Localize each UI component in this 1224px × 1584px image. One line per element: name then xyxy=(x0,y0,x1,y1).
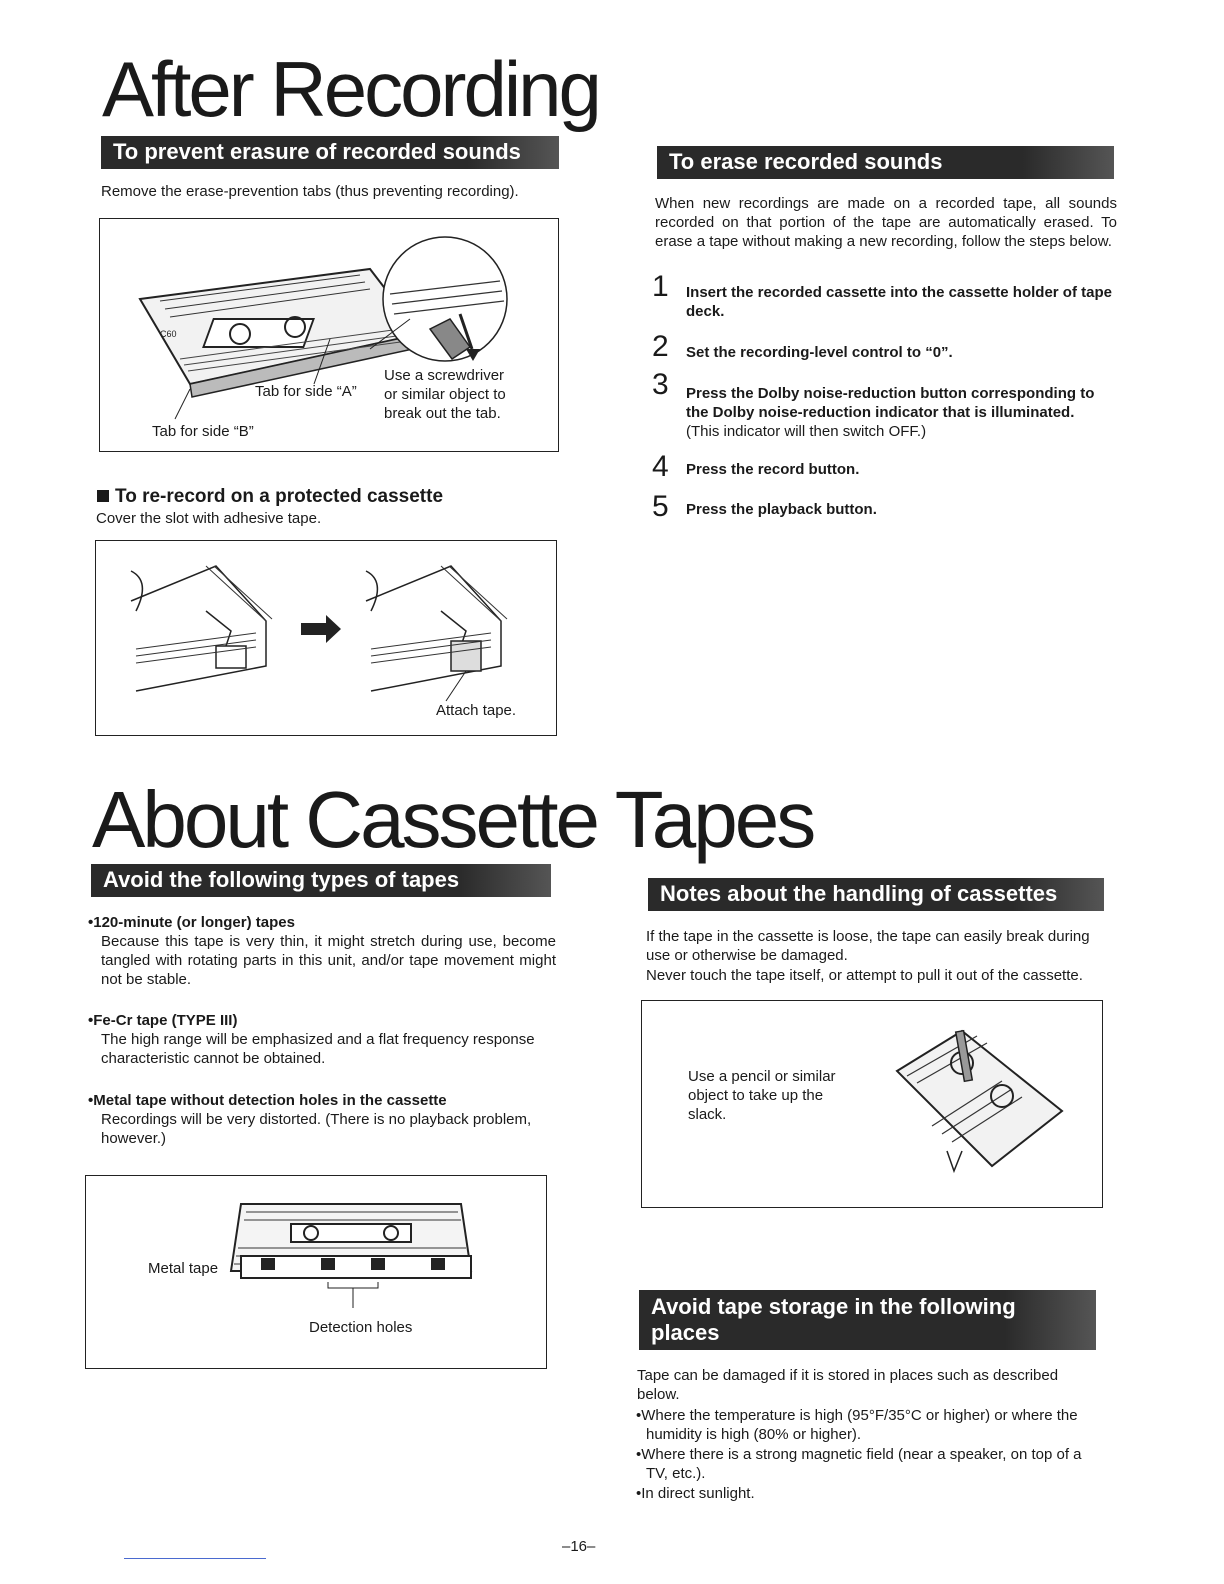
storage-intro: Tape can be damaged if it is stored in places such as described below. xyxy=(637,1367,1059,1403)
tab-b-label: Tab for side “B” xyxy=(152,423,254,440)
step-text: Press the record button. xyxy=(686,461,860,478)
step-text: Press the Dolby noise-reduction button corresponding to the Dolby noise-reduction indicator that is illuminated. xyxy=(686,385,1095,421)
storage-item-2: •Where there is a strong magnetic field (near a speaker, on top of a TV, etc.). xyxy=(636,1446,1082,1482)
step-text: Insert the recorded cassette into the cassette holder of tape deck. xyxy=(686,284,1112,320)
avoid-item-1 xyxy=(88,913,556,989)
after-recording-title: After Recording xyxy=(102,45,599,133)
screwdriver-label-3: break out the tab. xyxy=(384,405,501,422)
screwdriver-label-2: or similar object to xyxy=(384,386,506,403)
adhesive-tape-illustration xyxy=(95,540,557,736)
avoid-item-title: •120-minute (or longer) tapes xyxy=(88,914,295,931)
erase-tab-illustration xyxy=(99,218,559,452)
pencil-label: Use a pencil or similar object to take up the slack. xyxy=(688,1068,836,1123)
avoid-item-3 xyxy=(88,1091,556,1148)
rerecord-text: Cover the slot with adhesive tape. xyxy=(96,510,322,527)
avoid-item-text: The high range will be emphasized and a flat frequency response characteristic cannot be obtained. xyxy=(101,1031,535,1067)
storage-list xyxy=(636,1406,1104,1503)
metal-tape-label: Metal tape xyxy=(148,1260,219,1277)
handling-text-2: Never touch the tape itself, or attempt to pull it out of the cassette. xyxy=(646,967,1083,984)
screwdriver-label-1: Use a screwdriver xyxy=(384,367,505,384)
storage-heading-line-2: places xyxy=(651,1320,720,1345)
detection-holes-label: Detection holes xyxy=(309,1319,413,1336)
step-text: Press the playback button. xyxy=(686,501,877,518)
storage-item-1: •Where the temperature is high (95°F/35°C or higher) or where the humidity is high (80% or higher). xyxy=(636,1407,1078,1443)
pencil-illustration xyxy=(641,1000,1103,1208)
rerecord-heading-text: To re-record on a protected cassette xyxy=(115,486,444,507)
storage-heading xyxy=(639,1290,1096,1350)
step-number: 5 xyxy=(652,490,669,523)
about-cassette-tapes-title: About Cassette Tapes xyxy=(92,775,814,864)
step-number: 1 xyxy=(652,270,669,303)
avoid-types-heading: Avoid the following types of tapes xyxy=(91,864,551,897)
prevent-erasure-text: Remove the erase-prevention tabs (thus preventing recording). xyxy=(101,183,519,200)
avoid-item-2 xyxy=(88,1011,556,1068)
step-number: 4 xyxy=(652,450,669,483)
page-number: –16– xyxy=(562,1538,596,1555)
erase-intro: When new recordings are made on a recorded tape, all sounds recorded on that portion of the tape are automatically erased. To erase a tape without making a new recording, follow the steps below. xyxy=(655,195,1117,250)
step-text: Set the recording-level control to “0”. xyxy=(686,344,953,361)
tab-a-label: Tab for side “A” xyxy=(255,383,357,400)
handling-heading: Notes about the handling of cassettes xyxy=(648,878,1104,911)
avoid-item-title: •Fe-Cr tape (TYPE III) xyxy=(88,1012,238,1029)
square-bullet-icon xyxy=(97,490,109,502)
svg-text:C60: C60 xyxy=(160,329,177,339)
avoid-item-text: Because this tape is very thin, it might stretch during use, become tangled with rotating parts in this unit, and/or tape movement might not be stable. xyxy=(101,933,556,988)
metal-tape-illustration xyxy=(85,1175,547,1369)
handling-text-1: If the tape in the cassette is loose, the tape can easily break during use or otherwise be damaged. xyxy=(646,928,1090,964)
rerecord-heading xyxy=(97,486,443,508)
avoid-item-title: •Metal tape without detection holes in the cassette xyxy=(88,1092,447,1109)
step-number: 3 xyxy=(652,368,669,401)
prevent-erasure-heading: To prevent erasure of recorded sounds xyxy=(101,136,559,169)
attach-tape-label: Attach tape. xyxy=(436,702,517,719)
erase-heading: To erase recorded sounds xyxy=(657,146,1114,179)
storage-item-3: •In direct sunlight. xyxy=(636,1485,755,1502)
avoid-item-text: Recordings will be very distorted. (There is no playback problem, however.) xyxy=(101,1111,532,1147)
storage-heading-line-1: Avoid tape storage in the following xyxy=(651,1294,1016,1319)
step-number: 2 xyxy=(652,330,669,363)
step-note: (This indicator will then switch OFF.) xyxy=(686,423,927,440)
footer-rule xyxy=(124,1558,266,1559)
